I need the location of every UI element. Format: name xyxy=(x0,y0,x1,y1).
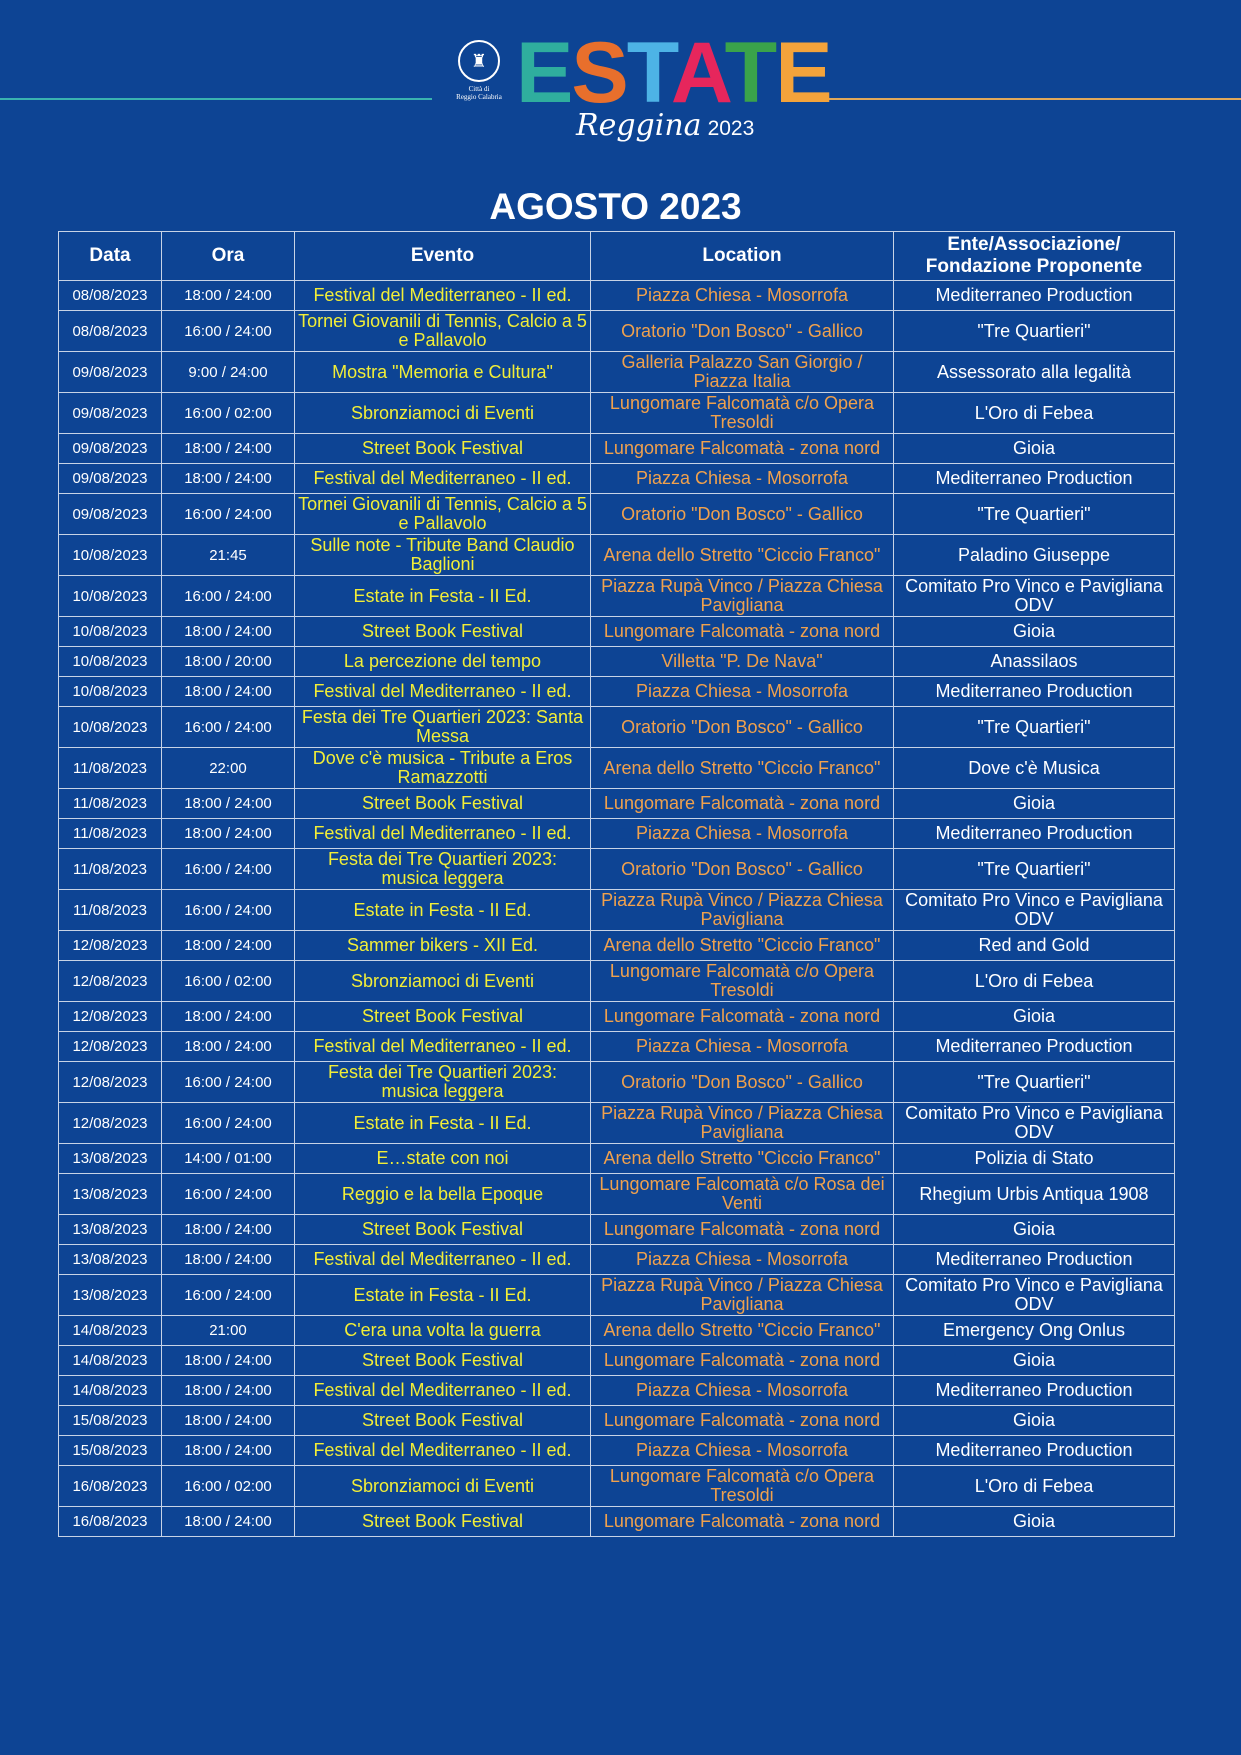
estate-logo-wordmark xyxy=(516,25,831,121)
date-cell: 10/08/2023 xyxy=(59,707,162,748)
date-cell: 14/08/2023 xyxy=(59,1346,162,1376)
organizer-cell: L'Oro di Febea xyxy=(894,1466,1175,1507)
date-cell: 16/08/2023 xyxy=(59,1466,162,1507)
header-time: Ora xyxy=(162,232,295,281)
organizer-cell: Comitato Pro Vinco e Pavigliana ODV xyxy=(894,1275,1175,1316)
time-cell: 18:00 / 24:00 xyxy=(162,1406,295,1436)
table-row xyxy=(59,1507,1175,1537)
organizer-cell: Gioia xyxy=(894,434,1175,464)
location-cell: Lungomare Falcomatà c/o Opera Tresoldi xyxy=(591,961,894,1002)
event-cell: Street Book Festival xyxy=(295,1002,591,1032)
organizer-cell: Dove c'è Musica xyxy=(894,748,1175,789)
logo-year: 2023 xyxy=(707,117,755,140)
organizer-cell: Gioia xyxy=(894,617,1175,647)
location-cell: Lungomare Falcomatà - zona nord xyxy=(591,1507,894,1537)
date-cell: 09/08/2023 xyxy=(59,393,162,434)
time-cell: 18:00 / 20:00 xyxy=(162,647,295,677)
table-row xyxy=(59,1316,1175,1346)
organizer-cell: "Tre Quartieri" xyxy=(894,849,1175,890)
organizer-cell: Mediterraneo Production xyxy=(894,281,1175,311)
table-row xyxy=(59,748,1175,789)
table-row xyxy=(59,1245,1175,1275)
organizer-cell: Mediterraneo Production xyxy=(894,677,1175,707)
table-row xyxy=(59,576,1175,617)
date-cell: 10/08/2023 xyxy=(59,535,162,576)
table-row xyxy=(59,352,1175,393)
time-cell: 18:00 / 24:00 xyxy=(162,1507,295,1537)
date-cell: 15/08/2023 xyxy=(59,1436,162,1466)
time-cell: 16:00 / 24:00 xyxy=(162,1275,295,1316)
table-row xyxy=(59,1062,1175,1103)
time-cell: 18:00 / 24:00 xyxy=(162,1215,295,1245)
date-cell: 11/08/2023 xyxy=(59,849,162,890)
location-cell: Lungomare Falcomatà - zona nord xyxy=(591,617,894,647)
table-row xyxy=(59,281,1175,311)
location-cell: Lungomare Falcomatà c/o Opera Tresoldi xyxy=(591,393,894,434)
event-cell: Sbronziamoci di Eventi xyxy=(295,393,591,434)
time-cell: 18:00 / 24:00 xyxy=(162,931,295,961)
table-row xyxy=(59,890,1175,931)
time-cell: 22:00 xyxy=(162,748,295,789)
event-cell: Festival del Mediterraneo - II ed. xyxy=(295,1032,591,1062)
date-cell: 09/08/2023 xyxy=(59,352,162,393)
header-date: Data xyxy=(59,232,162,281)
location-cell: Lungomare Falcomatà c/o Opera Tresoldi xyxy=(591,1466,894,1507)
organizer-cell: Gioia xyxy=(894,1215,1175,1245)
event-cell: Street Book Festival xyxy=(295,1406,591,1436)
date-cell: 09/08/2023 xyxy=(59,464,162,494)
location-cell: Oratorio "Don Bosco" - Gallico xyxy=(591,1062,894,1103)
event-cell: Mostra "Memoria e Cultura" xyxy=(295,352,591,393)
date-cell: 09/08/2023 xyxy=(59,494,162,535)
date-cell: 11/08/2023 xyxy=(59,789,162,819)
event-cell: La percezione del tempo xyxy=(295,647,591,677)
organizer-cell: Comitato Pro Vinco e Pavigliana ODV xyxy=(894,1103,1175,1144)
location-cell: Arena dello Stretto "Ciccio Franco" xyxy=(591,535,894,576)
organizer-cell: Mediterraneo Production xyxy=(894,819,1175,849)
location-cell: Piazza Chiesa - Mosorrofa xyxy=(591,281,894,311)
time-cell: 9:00 / 24:00 xyxy=(162,352,295,393)
time-cell: 21:00 xyxy=(162,1316,295,1346)
location-cell: Piazza Chiesa - Mosorrofa xyxy=(591,677,894,707)
organizer-cell: Paladino Giuseppe xyxy=(894,535,1175,576)
table-row xyxy=(59,1215,1175,1245)
table-row xyxy=(59,1376,1175,1406)
logo-letter: A xyxy=(670,25,725,121)
organizer-cell: "Tre Quartieri" xyxy=(894,1062,1175,1103)
location-cell: Piazza Chiesa - Mosorrofa xyxy=(591,464,894,494)
organizer-cell: Mediterraneo Production xyxy=(894,464,1175,494)
table-row xyxy=(59,1275,1175,1316)
date-cell: 12/08/2023 xyxy=(59,1062,162,1103)
time-cell: 18:00 / 24:00 xyxy=(162,789,295,819)
location-cell: Piazza Chiesa - Mosorrofa xyxy=(591,1032,894,1062)
logo-letter: T xyxy=(724,25,776,121)
date-cell: 10/08/2023 xyxy=(59,576,162,617)
events-table xyxy=(58,231,1175,1537)
location-cell: Lungomare Falcomatà - zona nord xyxy=(591,1406,894,1436)
table-row xyxy=(59,535,1175,576)
table-row xyxy=(59,789,1175,819)
time-cell: 16:00 / 24:00 xyxy=(162,494,295,535)
organizer-cell: Assessorato alla legalità xyxy=(894,352,1175,393)
time-cell: 16:00 / 02:00 xyxy=(162,393,295,434)
date-cell: 15/08/2023 xyxy=(59,1406,162,1436)
location-cell: Piazza Chiesa - Mosorrofa xyxy=(591,1376,894,1406)
table-row xyxy=(59,1174,1175,1215)
date-cell: 12/08/2023 xyxy=(59,961,162,1002)
table-row xyxy=(59,617,1175,647)
header-line-right xyxy=(808,98,1241,100)
table-row xyxy=(59,707,1175,748)
location-cell: Oratorio "Don Bosco" - Gallico xyxy=(591,707,894,748)
organizer-cell: Polizia di Stato xyxy=(894,1144,1175,1174)
table-row xyxy=(59,494,1175,535)
time-cell: 16:00 / 02:00 xyxy=(162,1466,295,1507)
time-cell: 18:00 / 24:00 xyxy=(162,1032,295,1062)
event-cell: Estate in Festa - II Ed. xyxy=(295,576,591,617)
date-cell: 12/08/2023 xyxy=(59,1002,162,1032)
event-cell: Festival del Mediterraneo - II ed. xyxy=(295,281,591,311)
organizer-cell: Mediterraneo Production xyxy=(894,1376,1175,1406)
table-row xyxy=(59,1002,1175,1032)
location-cell: Piazza Chiesa - Mosorrofa xyxy=(591,819,894,849)
time-cell: 18:00 / 24:00 xyxy=(162,464,295,494)
location-cell: Lungomare Falcomatà c/o Rosa dei Venti xyxy=(591,1174,894,1215)
time-cell: 16:00 / 24:00 xyxy=(162,890,295,931)
time-cell: 18:00 / 24:00 xyxy=(162,819,295,849)
event-cell: Estate in Festa - II Ed. xyxy=(295,890,591,931)
table-row xyxy=(59,819,1175,849)
event-cell: Street Book Festival xyxy=(295,434,591,464)
table-row xyxy=(59,961,1175,1002)
date-cell: 11/08/2023 xyxy=(59,819,162,849)
time-cell: 18:00 / 24:00 xyxy=(162,434,295,464)
location-cell: Oratorio "Don Bosco" - Gallico xyxy=(591,311,894,352)
date-cell: 16/08/2023 xyxy=(59,1507,162,1537)
time-cell: 18:00 / 24:00 xyxy=(162,677,295,707)
date-cell: 13/08/2023 xyxy=(59,1174,162,1215)
header-event: Evento xyxy=(295,232,591,281)
date-cell: 13/08/2023 xyxy=(59,1275,162,1316)
logo-subtitle xyxy=(576,108,754,143)
organizer-cell: Red and Gold xyxy=(894,931,1175,961)
organizer-cell: "Tre Quartieri" xyxy=(894,707,1175,748)
event-cell: E…state con noi xyxy=(295,1144,591,1174)
organizer-cell: Comitato Pro Vinco e Pavigliana ODV xyxy=(894,576,1175,617)
location-cell: Piazza Rupà Vinco / Piazza Chiesa Pavigliana xyxy=(591,890,894,931)
date-cell: 14/08/2023 xyxy=(59,1376,162,1406)
organizer-cell: "Tre Quartieri" xyxy=(894,311,1175,352)
time-cell: 21:45 xyxy=(162,535,295,576)
logo-letter: E xyxy=(516,25,572,121)
organizer-cell: Comitato Pro Vinco e Pavigliana ODV xyxy=(894,890,1175,931)
event-cell: C'era una volta la guerra xyxy=(295,1316,591,1346)
date-cell: 11/08/2023 xyxy=(59,748,162,789)
organizer-cell: Mediterraneo Production xyxy=(894,1245,1175,1275)
location-cell: Piazza Rupà Vinco / Piazza Chiesa Pavigliana xyxy=(591,1103,894,1144)
time-cell: 16:00 / 24:00 xyxy=(162,707,295,748)
event-cell: Street Book Festival xyxy=(295,789,591,819)
event-cell: Dove c'è musica - Tribute a Eros Ramazzotti xyxy=(295,748,591,789)
event-cell: Sbronziamoci di Eventi xyxy=(295,961,591,1002)
logo-letter: E xyxy=(775,25,831,121)
date-cell: 11/08/2023 xyxy=(59,890,162,931)
date-cell: 12/08/2023 xyxy=(59,931,162,961)
time-cell: 18:00 / 24:00 xyxy=(162,617,295,647)
organizer-cell: Mediterraneo Production xyxy=(894,1032,1175,1062)
event-cell: Festival del Mediterraneo - II ed. xyxy=(295,1245,591,1275)
page-title: AGOSTO 2023 xyxy=(489,186,742,227)
event-cell: Sammer bikers - XII Ed. xyxy=(295,931,591,961)
location-cell: Galleria Palazzo San Giorgio / Piazza Italia xyxy=(591,352,894,393)
location-cell: Arena dello Stretto "Ciccio Franco" xyxy=(591,748,894,789)
date-cell: 12/08/2023 xyxy=(59,1103,162,1144)
location-cell: Lungomare Falcomatà - zona nord xyxy=(591,789,894,819)
organizer-cell: L'Oro di Febea xyxy=(894,961,1175,1002)
table-row xyxy=(59,393,1175,434)
time-cell: 16:00 / 24:00 xyxy=(162,576,295,617)
time-cell: 18:00 / 24:00 xyxy=(162,1436,295,1466)
date-cell: 12/08/2023 xyxy=(59,1032,162,1062)
time-cell: 16:00 / 24:00 xyxy=(162,1174,295,1215)
time-cell: 16:00 / 24:00 xyxy=(162,311,295,352)
header-organizer: Ente/Associazione/ Fondazione Proponente xyxy=(894,232,1175,281)
location-cell: Villetta "P. De Nava" xyxy=(591,647,894,677)
date-cell: 14/08/2023 xyxy=(59,1316,162,1346)
date-cell: 08/08/2023 xyxy=(59,281,162,311)
organizer-cell: Emergency Ong Onlus xyxy=(894,1316,1175,1346)
date-cell: 10/08/2023 xyxy=(59,617,162,647)
time-cell: 16:00 / 02:00 xyxy=(162,961,295,1002)
time-cell: 18:00 / 24:00 xyxy=(162,1245,295,1275)
table-row xyxy=(59,849,1175,890)
organizer-cell: L'Oro di Febea xyxy=(894,393,1175,434)
table-row xyxy=(59,434,1175,464)
event-cell: Festival del Mediterraneo - II ed. xyxy=(295,464,591,494)
event-cell: Festival del Mediterraneo - II ed. xyxy=(295,1436,591,1466)
table-row xyxy=(59,1466,1175,1507)
organizer-cell: Mediterraneo Production xyxy=(894,1436,1175,1466)
location-cell: Piazza Chiesa - Mosorrofa xyxy=(591,1245,894,1275)
table-row xyxy=(59,931,1175,961)
date-cell: 09/08/2023 xyxy=(59,434,162,464)
location-cell: Piazza Rupà Vinco / Piazza Chiesa Pavigliana xyxy=(591,576,894,617)
location-cell: Lungomare Falcomatà - zona nord xyxy=(591,434,894,464)
location-cell: Lungomare Falcomatà - zona nord xyxy=(591,1002,894,1032)
table-row xyxy=(59,1103,1175,1144)
time-cell: 16:00 / 24:00 xyxy=(162,849,295,890)
logo-letter: S xyxy=(571,25,627,121)
event-cell: Tornei Giovanili di Tennis, Calcio a 5 e Pallavolo xyxy=(295,494,591,535)
crest-icon: ♜ xyxy=(458,40,500,82)
organizer-cell: "Tre Quartieri" xyxy=(894,494,1175,535)
table-row xyxy=(59,677,1175,707)
event-cell: Festival del Mediterraneo - II ed. xyxy=(295,677,591,707)
location-cell: Arena dello Stretto "Ciccio Franco" xyxy=(591,1144,894,1174)
location-cell: Oratorio "Don Bosco" - Gallico xyxy=(591,494,894,535)
header-location: Location xyxy=(591,232,894,281)
table-row xyxy=(59,647,1175,677)
event-cell: Street Book Festival xyxy=(295,617,591,647)
event-cell: Estate in Festa - II Ed. xyxy=(295,1103,591,1144)
time-cell: 18:00 / 24:00 xyxy=(162,281,295,311)
city-crest-logo xyxy=(453,40,505,102)
event-cell: Street Book Festival xyxy=(295,1507,591,1537)
organizer-cell: Gioia xyxy=(894,1406,1175,1436)
event-cell: Reggio e la bella Epoque xyxy=(295,1174,591,1215)
event-cell: Sbronziamoci di Eventi xyxy=(295,1466,591,1507)
time-cell: 18:00 / 24:00 xyxy=(162,1346,295,1376)
event-cell: Street Book Festival xyxy=(295,1346,591,1376)
location-cell: Arena dello Stretto "Ciccio Franco" xyxy=(591,931,894,961)
organizer-cell: Gioia xyxy=(894,1507,1175,1537)
city-name: Città di Reggio Calabria xyxy=(456,85,502,101)
location-cell: Piazza Rupà Vinco / Piazza Chiesa Pavigliana xyxy=(591,1275,894,1316)
date-cell: 08/08/2023 xyxy=(59,311,162,352)
event-cell: Festa dei Tre Quartieri 2023: musica leggera xyxy=(295,1062,591,1103)
location-cell: Piazza Chiesa - Mosorrofa xyxy=(591,1436,894,1466)
organizer-cell: Anassilaos xyxy=(894,647,1175,677)
event-cell: Festa dei Tre Quartieri 2023: Santa Messa xyxy=(295,707,591,748)
date-cell: 13/08/2023 xyxy=(59,1144,162,1174)
table-row xyxy=(59,1032,1175,1062)
date-cell: 13/08/2023 xyxy=(59,1245,162,1275)
table-row xyxy=(59,1144,1175,1174)
event-cell: Festival del Mediterraneo - II ed. xyxy=(295,1376,591,1406)
event-cell: Street Book Festival xyxy=(295,1215,591,1245)
event-cell: Festa dei Tre Quartieri 2023: musica leggera xyxy=(295,849,591,890)
table-header-row xyxy=(59,232,1175,281)
time-cell: 14:00 / 01:00 xyxy=(162,1144,295,1174)
table-row xyxy=(59,1436,1175,1466)
table-row xyxy=(59,464,1175,494)
organizer-cell: Gioia xyxy=(894,1002,1175,1032)
time-cell: 16:00 / 24:00 xyxy=(162,1103,295,1144)
logo-script-text: Reggina xyxy=(576,108,702,143)
location-cell: Arena dello Stretto "Ciccio Franco" xyxy=(591,1316,894,1346)
event-cell: Festival del Mediterraneo - II ed. xyxy=(295,819,591,849)
time-cell: 16:00 / 24:00 xyxy=(162,1062,295,1103)
logo-letter: T xyxy=(626,25,671,121)
header-line-left xyxy=(0,98,432,100)
event-cell: Estate in Festa - II Ed. xyxy=(295,1275,591,1316)
location-cell: Lungomare Falcomatà - zona nord xyxy=(591,1215,894,1245)
organizer-cell: Rhegium Urbis Antiqua 1908 xyxy=(894,1174,1175,1215)
table-row xyxy=(59,1346,1175,1376)
table-row xyxy=(59,311,1175,352)
date-cell: 13/08/2023 xyxy=(59,1215,162,1245)
organizer-cell: Gioia xyxy=(894,789,1175,819)
date-cell: 10/08/2023 xyxy=(59,677,162,707)
event-cell: Sulle note - Tribute Band Claudio Baglioni xyxy=(295,535,591,576)
date-cell: 10/08/2023 xyxy=(59,647,162,677)
location-cell: Oratorio "Don Bosco" - Gallico xyxy=(591,849,894,890)
event-cell: Tornei Giovanili di Tennis, Calcio a 5 e Pallavolo xyxy=(295,311,591,352)
page-header xyxy=(0,0,1241,170)
time-cell: 18:00 / 24:00 xyxy=(162,1376,295,1406)
time-cell: 18:00 / 24:00 xyxy=(162,1002,295,1032)
organizer-cell: Gioia xyxy=(894,1346,1175,1376)
table-row xyxy=(59,1406,1175,1436)
location-cell: Lungomare Falcomatà - zona nord xyxy=(591,1346,894,1376)
